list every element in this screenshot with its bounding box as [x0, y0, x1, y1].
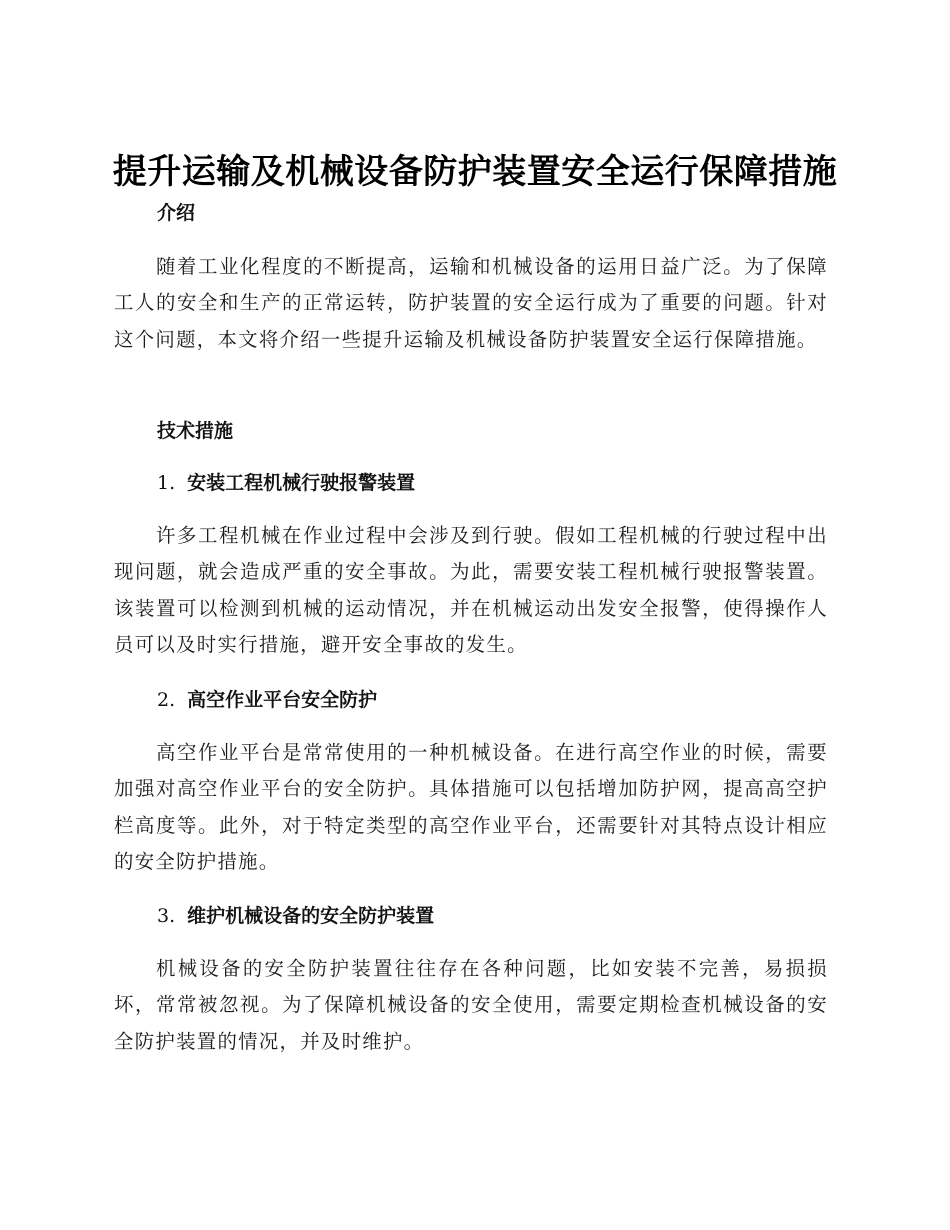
- section-1-title: 安装工程机械行驶报警装置: [187, 472, 416, 494]
- section-3-paragraph: 机械设备的安全防护装置往往存在各种问题，比如安装不完善，易损损坏，常常被忽视。为了保障机械设备的安全使用，需要定期检查机械设备的安全防护装置的情况，并及时维护。: [114, 957, 828, 1053]
- section-3-heading: [157, 903, 434, 929]
- tech-measures-heading: 技术措施: [157, 420, 234, 442]
- document-title: 提升运输及机械设备防护装置安全运行保障措施: [112, 152, 838, 192]
- section-3-title: 维护机械设备的安全防护装置: [187, 905, 435, 927]
- section-1-heading: [157, 470, 415, 496]
- intro-heading: 介绍: [157, 202, 196, 224]
- section-1-number: 1.: [157, 472, 176, 494]
- section-3-number: 3.: [157, 905, 176, 927]
- section-2-number: 2.: [157, 689, 176, 711]
- section-2-title: 高空作业平台安全防护: [187, 689, 378, 711]
- section-2-heading: [157, 687, 377, 713]
- section-2-paragraph: 高空作业平台是常常使用的一种机械设备。在进行高空作业的时候，需要加强对高空作业平台的安全防护。具体措施可以包括增加防护网，提高高空护栏高度等。此外，对于特定类型的高空作业平台，还需要针对其特点设计相应的安全防护措施。: [114, 741, 828, 873]
- intro-paragraph: 随着工业化程度的不断提高，运输和机械设备的运用日益广泛。为了保障工人的安全和生产的正常运转，防护装置的安全运行成为了重要的问题。针对这个问题，本文将介绍一些提升运输及机械设备防护装置安全运行保障措施。: [114, 255, 828, 351]
- section-1-paragraph: 许多工程机械在作业过程中会涉及到行驶。假如工程机械的行驶过程中出现问题，就会造成严重的安全事故。为此，需要安装工程机械行驶报警装置。该装置可以检测到机械的运动情况，并在机械运动出发安全报警，使得操作人员可以及时实行措施，避开安全事故的发生。: [114, 524, 828, 656]
